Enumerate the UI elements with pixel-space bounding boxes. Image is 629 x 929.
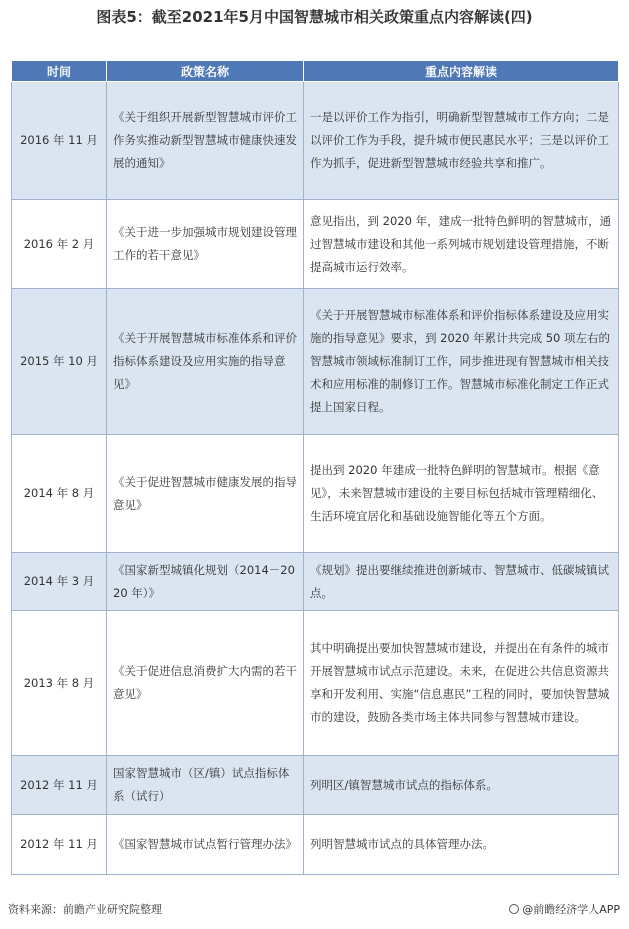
table-row (12, 815, 619, 875)
policy-name-cell: 《关于组织开展新型智慧城市评价工作务实推动新型智慧城市健康快速发展的通知》 (107, 82, 304, 200)
time-cell: 2016 年 2 月 (12, 200, 107, 289)
header-policy-name: 政策名称 (107, 61, 304, 82)
time-cell: 2013 年 8 月 (12, 611, 107, 756)
policy-name-cell: 《关于进一步加强城市规划建设管理工作的若干意见》 (107, 200, 304, 289)
content-cell: 《关于开展智慧城市标准体系和评价指标体系建设及应用实施的指导意见》要求，到 2020 年累计共完成 50 项左右的智慧城市领域标准制订工作，同步推进现有智慧城市相关技术和应用标准的制修订工作。智慧城市标准化制定工作正式提上国家日程。 (304, 289, 619, 435)
time-cell: 2016 年 11 月 (12, 82, 107, 200)
content-cell: 列明智慧城市试点的具体管理办法。 (304, 815, 619, 875)
policy-name-cell: 国家智慧城市（区/镇）试点指标体系（试行） (107, 756, 304, 815)
time-cell: 2014 年 3 月 (12, 553, 107, 611)
time-cell: 2014 年 8 月 (12, 435, 107, 553)
table-row (12, 611, 619, 756)
table-header-row (12, 61, 619, 82)
brand-credit (509, 901, 620, 917)
policy-name-cell: 《国家智慧城市试点暂行管理办法》 (107, 815, 304, 875)
table-row (12, 200, 619, 289)
content-cell: 《规划》提出要继续推进创新城市、智慧城市、低碳城镇试点。 (304, 553, 619, 611)
table-row (12, 435, 619, 553)
content-cell: 意见指出，到 2020 年，建成一批特色鲜明的智慧城市，通过智慧城市建设和其他一系列城市规划建设管理措施，不断提高城市运行效率。 (304, 200, 619, 289)
header-time: 时间 (12, 61, 107, 82)
brand-logo-icon (509, 904, 519, 914)
policy-name-cell: 《国家新型城镇化规划（2014－2020 年）》 (107, 553, 304, 611)
content-cell: 一是以评价工作为指引，明确新型智慧城市工作方向；二是以评价工作为手段，提升城市便民惠民水平；三是以评价工作为抓手，促进新型智慧城市经验共享和推广。 (304, 82, 619, 200)
time-cell: 2015 年 10 月 (12, 289, 107, 435)
table-row (12, 82, 619, 200)
policy-name-cell: 《关于促进信息消费扩大内需的若干意见》 (107, 611, 304, 756)
policy-name-cell: 《关于促进智慧城市健康发展的指导意见》 (107, 435, 304, 553)
content-cell: 其中明确提出要加快智慧城市建设，并提出在有条件的城市开展智慧城市试点示范建设。未来，在促进公共信息资源共享和开发利用、实施“信息惠民”工程的同时，要加快智慧城市的建设，鼓励各类市场主体共同参与智慧城市建设。 (304, 611, 619, 756)
time-cell: 2012 年 11 月 (12, 756, 107, 815)
table-row (12, 756, 619, 815)
content-cell: 列明区/镇智慧城市试点的指标体系。 (304, 756, 619, 815)
source-note: 资料来源：前瞻产业研究院整理 (8, 903, 162, 916)
policy-name-cell: 《关于开展智慧城市标准体系和评价指标体系建设及应用实施的指导意见》 (107, 289, 304, 435)
policy-table (11, 60, 619, 875)
time-cell: 2012 年 11 月 (12, 815, 107, 875)
chart-title: 图表5：截至2021年5月中国智慧城市相关政策重点内容解读(四) (96, 8, 533, 26)
brand-label: @前瞻经济学人APP (522, 903, 620, 916)
header-key-content: 重点内容解读 (304, 61, 619, 82)
table-row (12, 553, 619, 611)
content-cell: 提出到 2020 年建成一批特色鲜明的智慧城市。根据《意见》，未来智慧城市建设的主要目标包括城市管理精细化、生活环境宜居化和基础设施智能化等五个方面。 (304, 435, 619, 553)
table-row (12, 289, 619, 435)
